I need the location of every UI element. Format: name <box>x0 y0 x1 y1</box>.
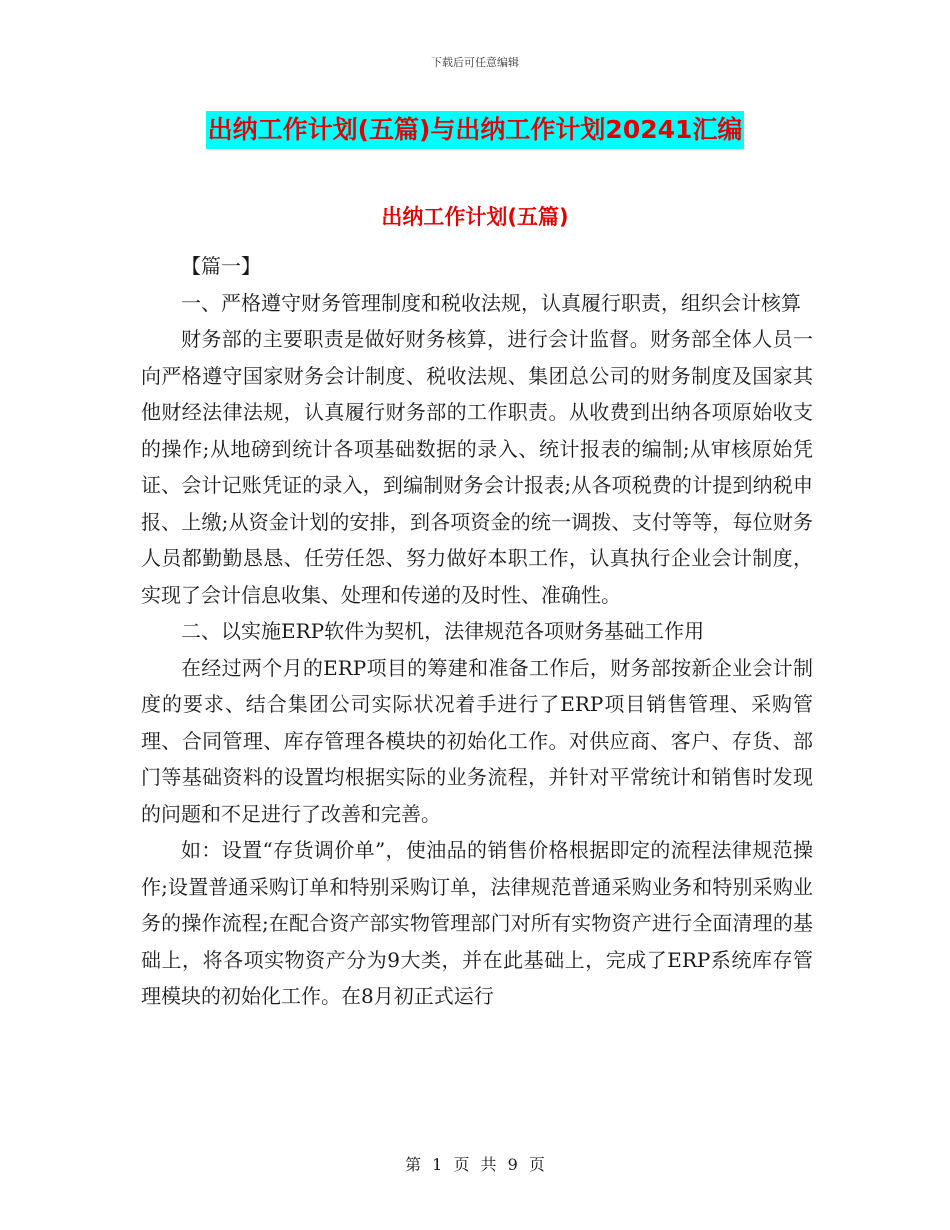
document-title-text: 出纳工作计划(五篇)与出纳工作计划20241汇编 <box>206 111 745 149</box>
header-note: 下载后可任意编辑 <box>431 56 519 69</box>
section-title: 出纳工作计划(五篇) <box>381 205 569 229</box>
paragraph: 如：设置“存货调价单”，使油品的销售价格根据即定的流程法律规范操作;设置普通采购订单和特别采购订单，法律规范普通采购业务和特别采购业务的操作流程;在配合资产部实物管理部门对所有实物资产进行全面清理的基础上，将各项实物资产分为9大类，并在此基础上，完成了ERP系统库存管理模块的初始化工作。在8月初正式运行 <box>141 838 813 1008</box>
paragraph-heading-1: 一、严格遵守财务管理制度和税收法规，认真履行职责，组织会计核算 <box>181 290 801 315</box>
paragraph-part-heading: 【篇一】 <box>181 254 261 278</box>
paragraph-heading-2: 二、以实施ERP软件为契机，法律规范各项财务基础工作用 <box>181 619 705 643</box>
page-footer: 第 1 页 共 9 页 <box>405 1155 545 1174</box>
document-title <box>0 111 950 149</box>
document-body <box>141 248 813 1015</box>
paragraph: 在经过两个月的ERP项目的筹建和准备工作后，财务部按新企业会计制度的要求、结合集团公司实际状况着手进行了ERP项目销售管理、采购管理、合同管理、库存管理各模块的初始化工作。对供应商、客户、存货、部门等基础资料的设置均根据实际的业务流程，并针对平常统计和销售时发现的问题和不足进行了改善和完善。 <box>141 655 813 826</box>
paragraph: 财务部的主要职责是做好财务核算，进行会计监督。财务部全体人员一向严格遵守国家财务会计制度、税收法规、集团总公司的财务制度及国家其他财经法律法规，认真履行财务部的工作职责。从收费到出纳各项原始收支的操作;从地磅到统计各项基础数据的录入、统计报表的编制;从审核原始凭证、会计记账凭证的录入，到编制财务会计报表;从各项税费的计提到纳税申报、上缴;从资金计划的安排，到各项资金的统一调拨、支付等等，每位财务人员都勤勤恳恳、任劳任怨、努力做好本职工作，认真执行企业会计制度，实现了会计信息收集、处理和传递的及时性、准确性。 <box>141 327 813 607</box>
